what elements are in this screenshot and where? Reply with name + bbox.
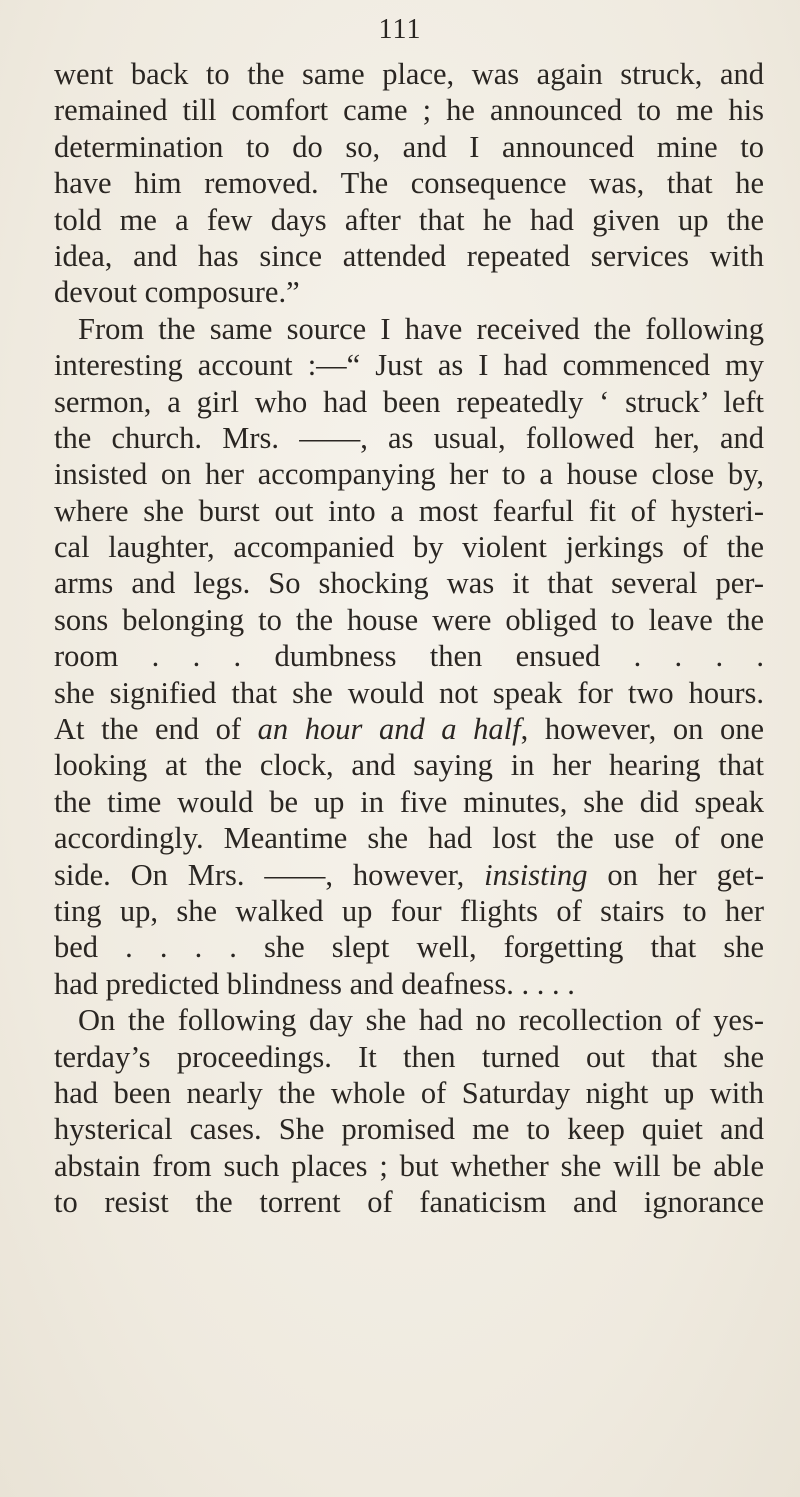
- text-line: remained till comfort came ; he announced to me his: [54, 93, 764, 128]
- text-line: told me a few days after that he had given up the: [54, 202, 764, 237]
- text-line: terday’s proceedings. It then turned out that she: [54, 1039, 764, 1074]
- text-line: devout composure.”: [54, 275, 300, 310]
- text-line-with-italic: [54, 857, 764, 893]
- text-line-with-italic: [54, 711, 764, 747]
- text-line: sons belonging to the house were obliged to leave the: [54, 602, 764, 637]
- text-line: the time would be up in five minutes, she did speak: [54, 784, 764, 819]
- text-line: From the same source I have received the following: [78, 311, 764, 346]
- text-line: bed . . . . she slept well, forgetting that she: [54, 930, 764, 965]
- body-text: [54, 56, 764, 1221]
- italic-phrase: insisting: [484, 857, 588, 892]
- text-line: looking at the clock, and saying in her hearing that: [54, 748, 764, 783]
- text-line: went back to the same place, was again struck, and: [54, 57, 764, 91]
- text-line: On the following day she had no recollection of yes-: [78, 1003, 764, 1038]
- text-line: the church. Mrs. ——, as usual, followed her, and: [54, 420, 764, 455]
- text-line: hysterical cases. She promised me to keep quiet and: [54, 1112, 764, 1147]
- text-line: insisted on her accompanying her to a house close by,: [54, 457, 764, 492]
- text-line: have him removed. The consequence was, that he: [54, 166, 764, 201]
- text-segment: At the end of: [54, 712, 258, 747]
- text-segment: side. On Mrs. ——, however,: [54, 857, 485, 892]
- text-line: sermon, a girl who had been repeatedly ‘ struck’ left: [54, 384, 764, 419]
- text-segment: , however, on one: [520, 712, 764, 747]
- text-line: determination to do so, and I announced mine to: [54, 129, 764, 164]
- text-line: room . . . dumbness then ensued . . . .: [54, 639, 764, 674]
- text-line: accordingly. Meantime she had lost the use of one: [54, 821, 764, 856]
- text-line: she signified that she would not speak for two hours.: [54, 675, 764, 710]
- text-line: interesting account :—“ Just as I had commenced my: [54, 348, 764, 383]
- text-line: arms and legs. So shocking was it that several per-: [54, 566, 764, 601]
- text-line: where she burst out into a most fearful fit of hysteri-: [54, 493, 764, 528]
- text-line: to resist the torrent of fanaticism and ignorance: [54, 1185, 764, 1220]
- italic-phrase: an hour and a half: [257, 712, 521, 747]
- text-segment: on her get-: [587, 857, 764, 892]
- text-line: had predicted blindness and deafness. . . . .: [54, 966, 575, 1001]
- text-line: ting up, she walked up four flights of stairs to her: [54, 893, 764, 928]
- text-line: abstain from such places ; but whether she will be able: [54, 1148, 764, 1183]
- text-line: idea, and has since attended repeated services with: [54, 238, 764, 273]
- page-number: 111: [378, 14, 422, 45]
- text-line: cal laughter, accompanied by violent jerkings of the: [54, 530, 764, 565]
- text-line: had been nearly the whole of Saturday night up with: [54, 1075, 764, 1110]
